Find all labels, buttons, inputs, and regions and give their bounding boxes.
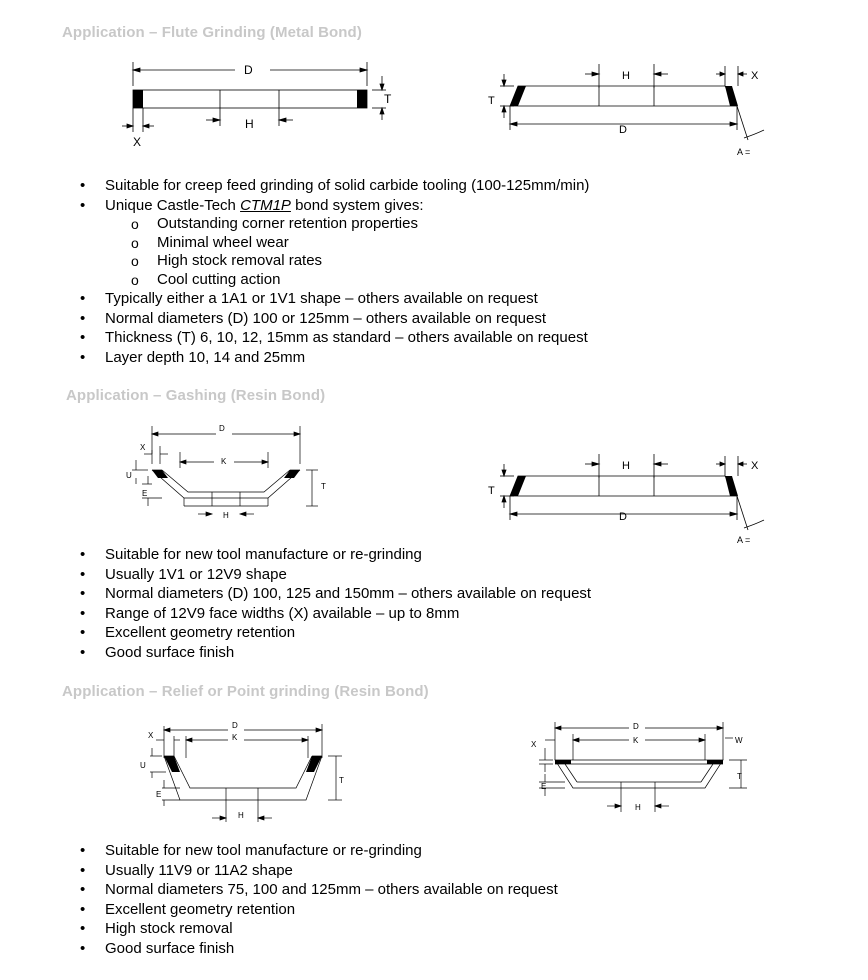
dim-label-d: D	[232, 721, 238, 730]
list-item: • Suitable for new tool manufacture or re-grinding	[0, 841, 558, 861]
dim-label-e: E	[142, 489, 148, 498]
bond-system-text-post: bond system gives:	[290, 196, 424, 214]
sub-list-item: o Minimal wheel wear	[0, 234, 589, 253]
wheel-diagram-11v9	[132, 718, 362, 826]
bullet-list-flute	[0, 176, 589, 367]
abrasive-layer-left	[133, 90, 143, 108]
dim-label-e: E	[156, 790, 162, 799]
list-item: • Normal diameters 75, 100 and 125mm – others available on request	[0, 880, 558, 900]
abrasive-layer-left	[555, 760, 571, 764]
list-item: • Typically either a 1A1 or 1V1 shape – others available on request	[0, 289, 589, 309]
dim-label-x: X	[751, 70, 759, 82]
wheel-diagram-1a1	[110, 58, 400, 153]
section-heading-flute-grinding: Application – Flute Grinding (Metal Bond)	[62, 24, 362, 41]
list-item	[0, 196, 589, 290]
dim-label-d: D	[619, 124, 627, 136]
dim-label-t: T	[488, 485, 495, 497]
dim-label-d: D	[619, 511, 627, 523]
abrasive-layer-right	[725, 476, 738, 496]
list-item: • Normal diameters (D) 100, 125 and 150mm – others available on request	[0, 584, 591, 604]
list-item: • Suitable for creep feed grinding of solid carbide tooling (100-125mm/min)	[0, 176, 589, 196]
list-item: • Suitable for new tool manufacture or re-grinding	[0, 545, 591, 565]
list-item: • High stock removal	[0, 919, 558, 939]
dim-label-x: X	[531, 740, 537, 749]
dim-label-k: K	[221, 457, 227, 466]
dim-label-h: H	[622, 460, 630, 472]
dim-label-t: T	[321, 482, 326, 491]
dim-label-e: E	[541, 782, 547, 791]
dim-label-x: X	[751, 460, 759, 472]
bond-system-text-pre: Unique Castle-Tech	[105, 196, 241, 214]
dim-label-d: D	[219, 424, 225, 433]
dim-label-t: T	[384, 92, 392, 106]
bullet-list-gashing	[0, 545, 591, 662]
wheel-diagram-1v1-gashing	[480, 452, 780, 552]
abrasive-layer-right	[306, 756, 322, 772]
dim-label-k: K	[633, 736, 639, 745]
sub-list-item: o Outstanding corner retention properties	[0, 215, 589, 234]
list-item: • Good surface finish	[0, 939, 558, 959]
sub-list-item: o Cool cutting action	[0, 271, 589, 290]
dim-label-x: X	[148, 731, 154, 740]
abrasive-layer-right	[707, 760, 723, 764]
dim-label-h: H	[238, 811, 244, 820]
list-item: • Excellent geometry retention	[0, 623, 591, 643]
dim-label-d: D	[244, 63, 253, 77]
dim-label-k: K	[232, 733, 238, 742]
dim-label-h: H	[622, 70, 630, 82]
list-item: • Range of 12V9 face widths (X) available – up to 8mm	[0, 604, 591, 624]
bond-system-name: CTM1P	[240, 196, 291, 214]
dim-label-t: T	[737, 772, 742, 781]
dim-label-t: T	[339, 776, 344, 785]
list-item: • Usually 11V9 or 11A2 shape	[0, 861, 558, 881]
list-item: • Excellent geometry retention	[0, 900, 558, 920]
wheel-diagram-12v9	[122, 422, 342, 522]
abrasive-layer-right	[284, 470, 300, 478]
abrasive-layer-left	[152, 470, 168, 478]
dim-label-h: H	[223, 511, 229, 520]
dim-label-h: H	[245, 117, 254, 131]
dim-label-u: U	[140, 761, 146, 770]
section-heading-relief-grinding: Application – Relief or Point grinding (Resin Bond)	[62, 683, 429, 700]
dim-label-u: U	[126, 471, 132, 480]
dim-label-x: X	[140, 443, 146, 452]
list-item: • Layer depth 10, 14 and 25mm	[0, 348, 589, 368]
list-item: • Thickness (T) 6, 10, 12, 15mm as standard – others available on request	[0, 328, 589, 348]
list-item: • Good surface finish	[0, 643, 591, 663]
abrasive-layer-right	[725, 86, 738, 106]
sub-list	[105, 215, 589, 289]
abrasive-layer-left	[510, 86, 526, 106]
dim-label-d: D	[633, 722, 639, 731]
sub-list-item: o High stock removal rates	[0, 252, 589, 271]
wheel-diagram-11a2	[525, 716, 765, 820]
section-heading-gashing: Application – Gashing (Resin Bond)	[66, 387, 326, 404]
abrasive-layer-left	[164, 756, 180, 772]
abrasive-layer-left	[510, 476, 526, 496]
abrasive-layer-right	[357, 90, 367, 108]
list-item: • Usually 1V1 or 12V9 shape	[0, 565, 591, 585]
dim-label-w: W	[735, 736, 743, 745]
dim-label-a: A =	[737, 535, 751, 545]
dim-label-t: T	[488, 95, 495, 107]
list-item: • Normal diameters (D) 100 or 125mm – others available on request	[0, 309, 589, 329]
dim-label-a: A =	[737, 147, 751, 157]
wheel-diagram-1v1	[480, 62, 780, 162]
bullet-list-relief	[0, 841, 558, 958]
dim-label-h: H	[635, 803, 641, 812]
dim-label-x: X	[133, 135, 142, 149]
